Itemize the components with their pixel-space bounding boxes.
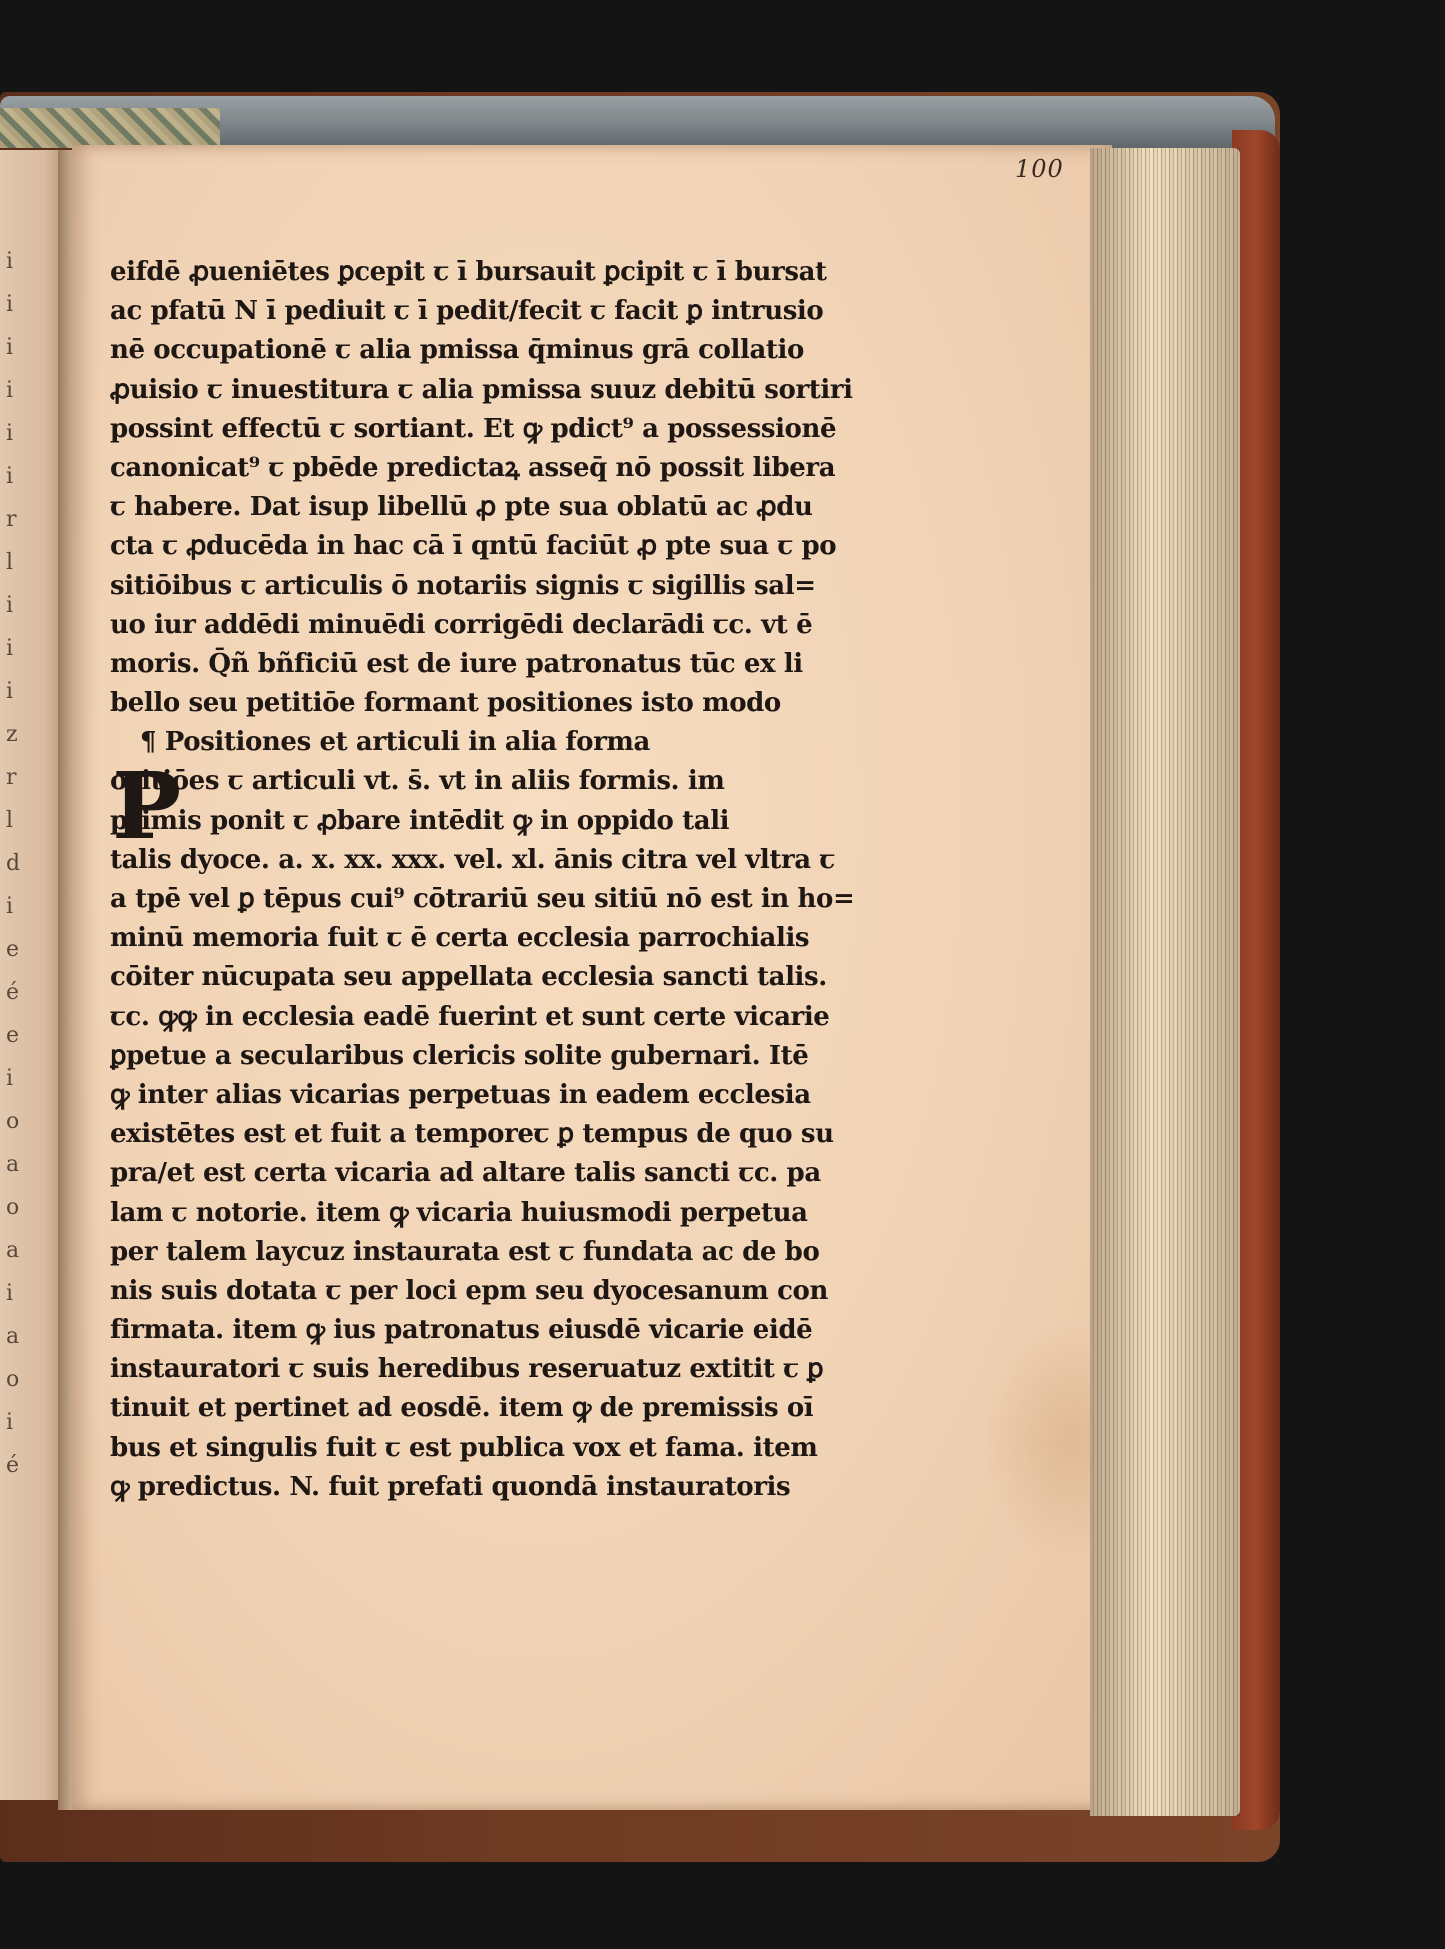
- left-edge-glyph: i: [6, 1410, 14, 1435]
- text-line: ꝙ inter alias vicarias perpetuas in eadem ecclesia: [110, 1079, 811, 1110]
- text-line: primis ponit ꞇ ꝓbare intēdit ꝙ in oppido tali: [110, 805, 730, 836]
- left-edge-glyph: l: [6, 808, 14, 833]
- text-paragraph-2: [110, 752, 880, 1507]
- left-edge-glyph: i: [6, 335, 14, 360]
- text-line: eifdē ꝓueniētes ꝑcepit ꞇ ī bursauit ꝑcipit ꞇ ī bursat: [110, 257, 827, 287]
- text-line: a tpē vel ꝑ tēpus cui⁹ cōtrariū seu sitiū nō est in ho=: [110, 884, 855, 914]
- text-line: canonicat⁹ ꞇ pbēde predictaꝝ asseq̄ nō possit libera: [110, 452, 836, 483]
- left-edge-glyph: i: [6, 894, 14, 919]
- left-edge-glyph: a: [6, 1238, 20, 1263]
- left-edge-glyph: r: [6, 507, 17, 532]
- text-line: ꞇ habere. Dat isup libellū ꝓ pte sua oblatū ac ꝓdu: [110, 492, 813, 523]
- left-edge-glyph: i: [6, 292, 14, 317]
- text-line: pra/et est certa vicaria ad altare talis sancti ꞇc. pa: [110, 1158, 821, 1189]
- left-edge-glyph: i: [6, 679, 14, 704]
- left-edge-glyph: e: [6, 1023, 20, 1048]
- text-line: cta ꞇ ꝓducēda in hac cā ī qntū faciūt ꝓ pte sua ꞇ po: [110, 531, 837, 562]
- headband: [0, 108, 220, 148]
- text-line: cōiter nūcupata seu appellata ecclesia sancti talis.: [110, 962, 827, 993]
- text-paragraph-1: [110, 253, 880, 723]
- text-line: ꝙ predictus. N. fuit prefati quondā instauratoris: [110, 1471, 791, 1502]
- text-line: moris. Q̄ñ bñficiū est de iure patronatus tūc ex li: [110, 648, 803, 679]
- text-line: minū memoria fuit ꞇ ē certa ecclesia parrochialis: [110, 923, 810, 954]
- drop-cap-initial: P: [112, 752, 182, 860]
- text-line: uo iur addēdi minuēdi corrigēdi declarādi ꞇc. vt ē: [110, 609, 813, 640]
- page-block-shading: [1090, 148, 1240, 1816]
- left-edge-glyph: r: [6, 765, 17, 790]
- text-line: per talem laycuz instaurata est ꞇ fundata ac de bo: [110, 1236, 820, 1267]
- left-edge-glyph: i: [6, 464, 14, 489]
- left-edge-glyph: e: [6, 937, 20, 962]
- text-line: lam ꞇ notorie. item ꝙ vicaria huiusmodi perpetua: [110, 1197, 808, 1228]
- left-edge-glyph: a: [6, 1152, 20, 1177]
- text-line: ac pfatū N ī pediuit ꞇ ī pedit/fecit ꞇ facit ꝑ intrusio: [110, 296, 824, 327]
- left-edge-glyph: o: [6, 1109, 20, 1134]
- text-line: ꞇc. ꝙꝙ in ecclesia eadē fuerint et sunt certe vicarie: [110, 1001, 830, 1032]
- text-line: existētes est et fuit a temporeꞇ ꝑ tempus de quo su: [110, 1119, 834, 1150]
- text-line: nis suis dotata ꞇ per loci epm seu dyocesanum con: [110, 1275, 828, 1306]
- main-text-block: [110, 253, 880, 1507]
- text-line: nē occupationē ꞇ alia pmissa q̄minus grā collatio: [110, 335, 804, 366]
- text-line: ꝑpetue a secularibus clericis solite gubernari. Itē: [110, 1040, 809, 1071]
- text-line: possint effectū ꞇ sortiant. Et ꝙ pdict⁹ a possessionē: [110, 413, 837, 444]
- text-line: ꝓuisio ꞇ inuestitura ꞇ alia pmissa suuz debitū sortiri: [110, 374, 853, 405]
- left-edge-glyph: l: [6, 550, 14, 575]
- left-edge-glyph: o: [6, 1195, 20, 1220]
- text-line: bus et singulis fuit ꞇ est publica vox et fama. item: [110, 1432, 818, 1463]
- text-line: firmata. item ꝙ ius patronatus eiusdē vicarie eidē: [110, 1315, 813, 1346]
- left-edge-glyph: o: [6, 1367, 20, 1392]
- text-line: talis dyoce. a. x. xx. xxx. vel. xl. ānis citra vel vltra ꞇ: [110, 844, 835, 875]
- left-edge-glyph: i: [6, 249, 14, 274]
- left-edge-glyph: z: [6, 722, 18, 747]
- text-line: instauratori ꞇ suis heredibus reseruatuz extitit ꞇ ꝑ: [110, 1354, 824, 1385]
- left-edge-glyph: i: [6, 1066, 14, 1091]
- left-page-edge-text: [6, 240, 28, 1487]
- rubric-heading: ¶ Positiones et articuli in alia forma: [140, 727, 650, 758]
- left-edge-glyph: i: [6, 636, 14, 661]
- left-edge-glyph: i: [6, 593, 14, 618]
- left-edge-glyph: é: [6, 1453, 20, 1478]
- text-line: bello seu petitiōe formant positiones isto modo: [110, 688, 781, 719]
- left-edge-glyph: é: [6, 980, 20, 1005]
- left-edge-glyph: i: [6, 1281, 14, 1306]
- folio-number: 100: [1015, 155, 1064, 183]
- left-edge-glyph: i: [6, 378, 14, 403]
- left-edge-glyph: d: [6, 851, 21, 876]
- text-line: sitiōibus ꞇ articulis ō notariis signis ꞇ sigillis sal=: [110, 570, 816, 601]
- text-line: ositiōes ꞇ articuli vt. s̄. vt in aliis formis. im: [110, 766, 725, 797]
- text-line: tinuit et pertinet ad eosdē. item ꝙ de premissis oī: [110, 1393, 814, 1424]
- left-edge-glyph: i: [6, 421, 14, 446]
- left-edge-glyph: a: [6, 1324, 20, 1349]
